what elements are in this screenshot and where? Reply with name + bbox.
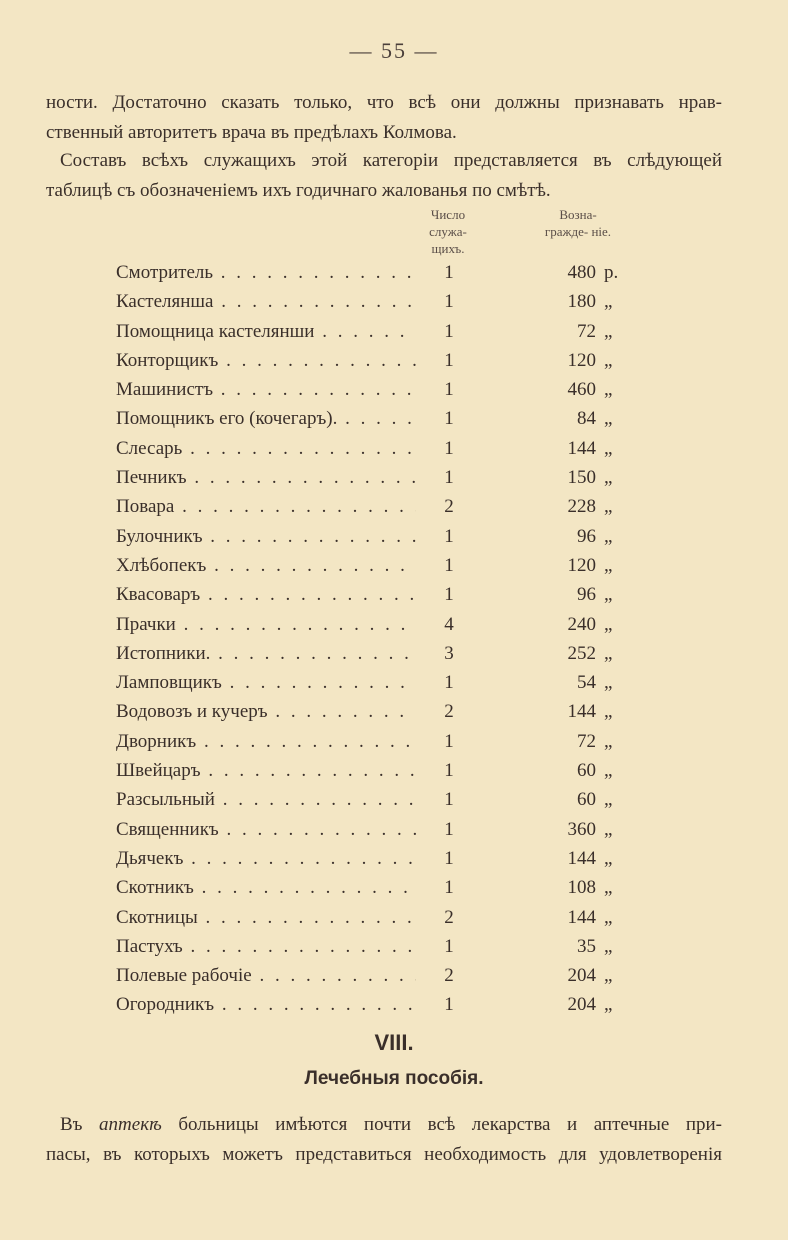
row-count: 1 [444, 935, 454, 957]
table-row [116, 258, 626, 287]
row-unit: „ [604, 320, 613, 342]
row-count: 1 [444, 760, 454, 782]
row-count: 1 [444, 379, 454, 401]
table-row [116, 756, 626, 785]
outro-line-1 [46, 1110, 722, 1140]
section-number: VIII. [374, 1030, 414, 1055]
row-name: Смотритель . . . [116, 258, 416, 287]
row-name: Помощникъ его (кочегаръ). . . . [116, 404, 416, 433]
table-row [116, 317, 626, 346]
row-count: 1 [444, 818, 454, 840]
table-row [116, 697, 626, 726]
row-name: Печникъ . . . [116, 463, 416, 492]
row-name: Священникъ . . . [116, 815, 416, 844]
row-unit: „ [604, 877, 613, 899]
intro-paragraph [46, 88, 722, 148]
row-name: Машинистъ . . . [116, 375, 416, 404]
outro-italic: аптекѣ [99, 1114, 162, 1135]
row-unit: „ [604, 349, 613, 371]
section-title: Лечебныя пособiя. [304, 1068, 484, 1089]
lead-line-1: Составъ всѣхъ служащихъ этой категорiи представляется въ слѣдующей [60, 150, 722, 171]
column-header-reward: Возна- гражде- нiе. [544, 207, 612, 239]
row-count: 1 [444, 789, 454, 811]
table-row [116, 404, 626, 433]
table-row [116, 815, 626, 844]
row-name: Квасоваръ . . . [116, 580, 416, 609]
row-count: 1 [444, 262, 454, 283]
row-name: Конторщикъ . . . [116, 346, 416, 375]
row-amount: 150 [567, 467, 596, 489]
row-amount: 54 [577, 672, 596, 694]
table-row [116, 639, 626, 668]
row-name: Полевые рабочiе . . . [116, 961, 416, 990]
row-amount: 120 [567, 349, 596, 371]
row-name: Огородникъ . . . [116, 990, 416, 1019]
row-amount: 204 [567, 994, 596, 1016]
row-name: Скотникъ . . . [116, 873, 416, 902]
row-unit: „ [604, 730, 613, 752]
row-amount: 108 [567, 877, 596, 899]
table-row [116, 492, 626, 521]
outro-start: Въ [60, 1114, 83, 1135]
row-name: Истопники. . . . [116, 639, 416, 668]
table-row [116, 727, 626, 756]
row-count: 1 [444, 730, 454, 752]
row-unit: „ [604, 467, 613, 489]
table-row [116, 990, 626, 1019]
row-unit: „ [604, 965, 613, 987]
row-unit: „ [604, 525, 613, 547]
row-unit: „ [604, 760, 613, 782]
row-amount: 144 [567, 437, 596, 459]
row-unit: „ [604, 789, 613, 811]
outro-paragraph [46, 1110, 722, 1170]
row-count: 1 [444, 525, 454, 547]
row-unit: „ [604, 496, 613, 518]
row-name: Кастелянша . . . [116, 287, 416, 316]
table-row [116, 610, 626, 639]
row-amount: 144 [567, 847, 596, 869]
row-unit: „ [604, 994, 613, 1016]
row-name: Скотницы . . . [116, 903, 416, 932]
row-count: 1 [444, 672, 454, 694]
row-unit: „ [604, 554, 613, 576]
table-row [116, 785, 626, 814]
row-amount: 252 [567, 642, 596, 664]
row-count: 1 [444, 408, 454, 430]
row-name: Хлѣбопекъ . . . [116, 551, 416, 580]
row-count: 1 [444, 877, 454, 899]
row-count: 4 [444, 613, 454, 635]
table-row [116, 522, 626, 551]
page-number: — 55 — [349, 38, 439, 63]
row-count: 1 [444, 584, 454, 606]
row-unit: р. [604, 262, 619, 283]
row-amount: 360 [567, 818, 596, 840]
row-unit: „ [604, 379, 613, 401]
row-amount: 96 [577, 584, 596, 606]
row-unit: „ [604, 906, 613, 928]
row-count: 1 [444, 847, 454, 869]
row-name: Разсыльный . . . [116, 785, 416, 814]
row-amount: 84 [577, 408, 596, 430]
row-unit: „ [604, 935, 613, 957]
row-unit: „ [604, 408, 613, 430]
table-row [116, 375, 626, 404]
row-amount: 144 [567, 906, 596, 928]
row-amount: 60 [577, 760, 596, 782]
row-amount: 35 [577, 935, 596, 957]
row-name: Дьячекъ . . . [116, 844, 416, 873]
row-amount: 96 [577, 525, 596, 547]
row-name: Ламповщикъ . . . [116, 668, 416, 697]
row-unit: „ [604, 701, 613, 723]
row-unit: „ [604, 672, 613, 694]
table-row [116, 961, 626, 990]
row-name: Прачки . . . [116, 610, 416, 639]
table-row [116, 551, 626, 580]
row-count: 2 [444, 701, 454, 723]
table-row [116, 873, 626, 902]
row-unit: „ [604, 642, 613, 664]
row-count: 1 [444, 437, 454, 459]
row-name: Булочникъ . . . [116, 522, 416, 551]
row-amount: 460 [567, 379, 596, 401]
row-amount: 72 [577, 320, 596, 342]
row-unit: „ [604, 613, 613, 635]
row-count: 2 [444, 496, 454, 518]
row-count: 1 [444, 349, 454, 371]
row-unit: „ [604, 818, 613, 840]
table-row [116, 903, 626, 932]
row-amount: 240 [567, 613, 596, 635]
row-name: Повара . . . [116, 492, 416, 521]
intro-line-2: ственный авторитетъ врача въ предѣлахъ Колмова. [46, 122, 457, 143]
row-amount: 144 [567, 701, 596, 723]
row-count: 2 [444, 906, 454, 928]
row-count: 2 [444, 965, 454, 987]
row-count: 1 [444, 467, 454, 489]
outro-line-2: пасы, въ которыхъ можетъ представиться необходимость для удовлетворенiя [46, 1144, 722, 1165]
row-name: Швейцаръ . . . [116, 756, 416, 785]
row-unit: „ [604, 584, 613, 606]
table-row [116, 434, 626, 463]
row-amount: 480 [567, 262, 596, 283]
row-amount: 120 [567, 554, 596, 576]
lead-paragraph [46, 146, 722, 206]
row-count: 1 [444, 320, 454, 342]
table-row [116, 287, 626, 316]
row-amount: 72 [577, 730, 596, 752]
row-count: 1 [444, 291, 454, 313]
row-amount: 204 [567, 965, 596, 987]
row-unit: „ [604, 291, 613, 313]
row-count: 3 [444, 642, 454, 664]
staff-table [116, 258, 626, 1020]
row-name: Дворникъ . . . [116, 727, 416, 756]
table-row [116, 844, 626, 873]
row-unit: „ [604, 847, 613, 869]
table-row [116, 932, 626, 961]
row-amount: 60 [577, 789, 596, 811]
row-unit: „ [604, 437, 613, 459]
row-name: Пастухъ . . . [116, 932, 416, 961]
row-name: Слесарь . . . [116, 434, 416, 463]
column-header-count: Число служа- щихъ. [429, 207, 467, 256]
table-row [116, 580, 626, 609]
row-count: 1 [444, 554, 454, 576]
outro-rest: больницы имѣются почти всѣ лекарства и аптечные при- [178, 1114, 722, 1135]
row-name: Водовозъ и кучеръ . . . [116, 697, 416, 726]
row-amount: 228 [567, 496, 596, 518]
table-row [116, 463, 626, 492]
table-row [116, 346, 626, 375]
table-row [116, 668, 626, 697]
intro-line-1: ности. Достаточно сказать только, что всѣ они должны признавать нрав- [46, 92, 722, 113]
row-count: 1 [444, 994, 454, 1016]
row-amount: 180 [567, 291, 596, 313]
row-name: Помощница кастелянши . . . [116, 317, 416, 346]
lead-line-2: таблицѣ съ обозначенiемъ ихъ годичнаго жалованья по смѣтѣ. [46, 180, 551, 201]
